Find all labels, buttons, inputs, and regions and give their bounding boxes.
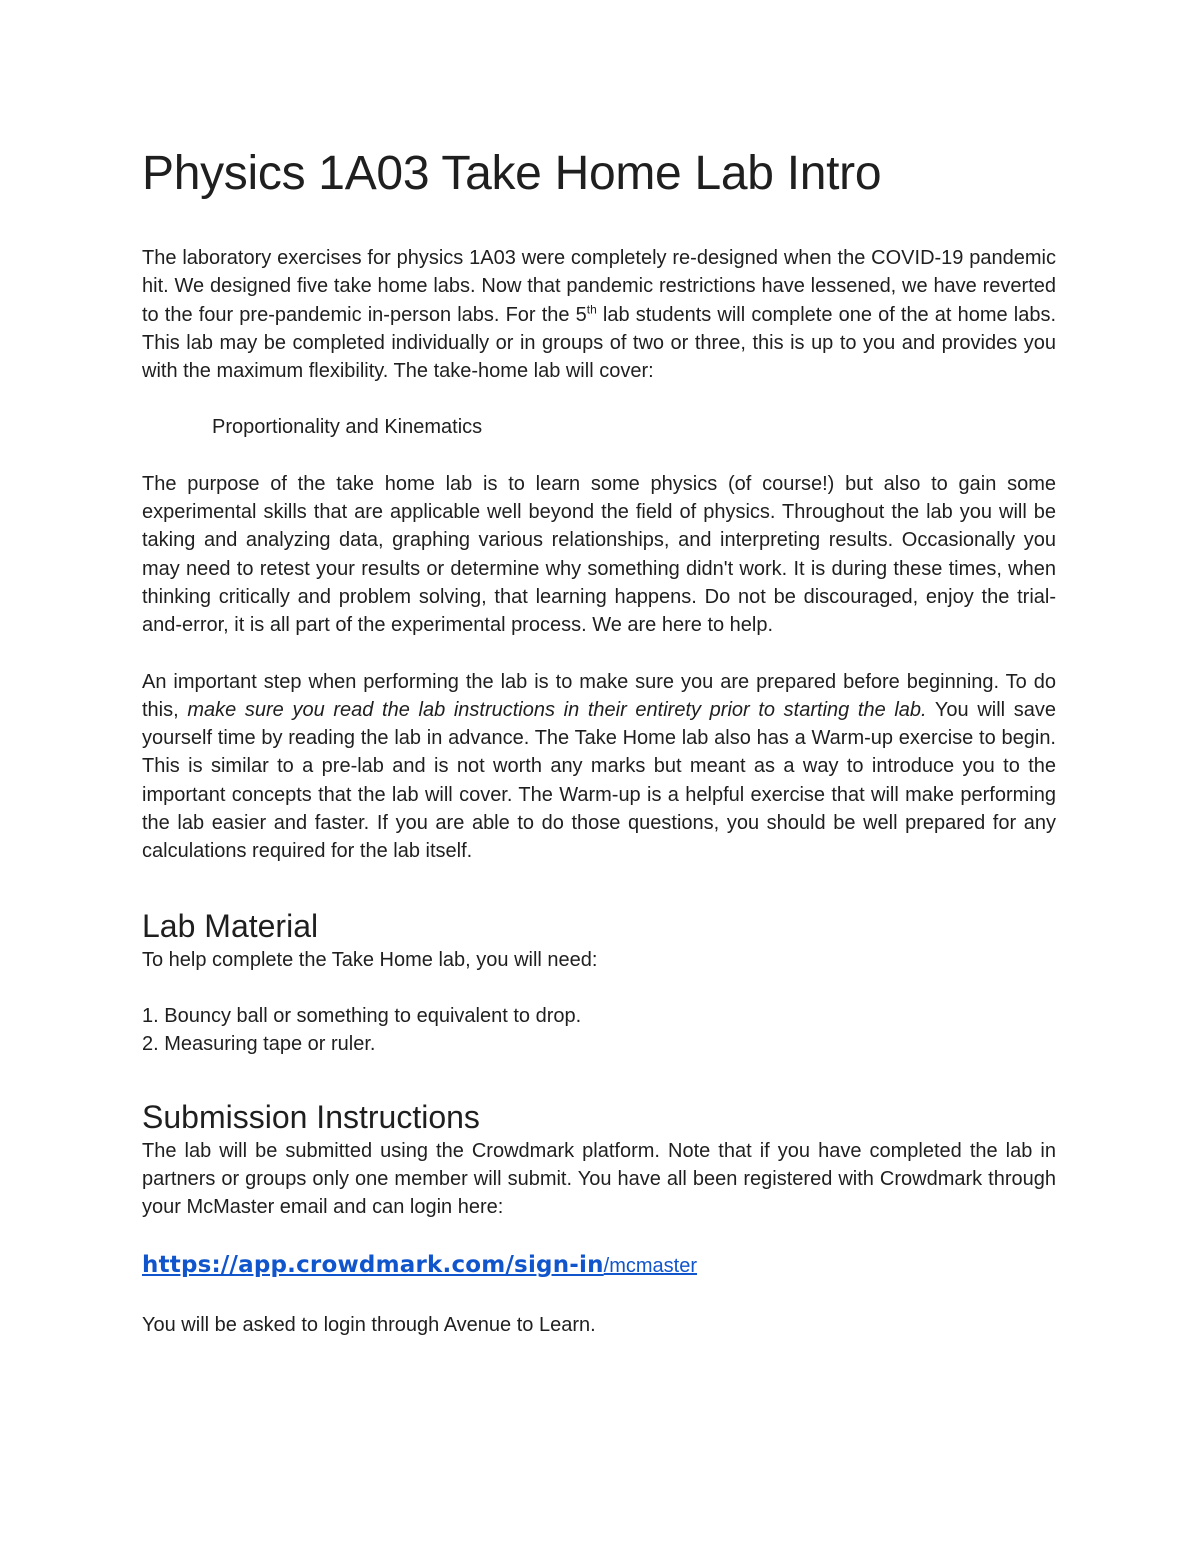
prep-text-part1: An important step when performing the lab is to make sure you are prepared before beginning. To do this,: [142, 670, 1056, 721]
submission-paragraph: The lab will be submitted using the Crowdmark platform. Note that if you have completed the lab in partners or groups only one member will submit. You have all been registered with Crowdmark through your McMaster email and can login here:: [142, 1139, 1056, 1219]
page-title: Physics 1A03 Take Home Lab Intro: [142, 147, 882, 200]
intro-superscript: th: [586, 301, 597, 316]
crowdmark-signin-link[interactable]: https://app.crowdmark.com/sign-in: [142, 1252, 604, 1279]
intro-paragraph: [142, 244, 1056, 385]
intro-text-part2: lab students will complete one of the at home labs. This lab may be completed individually or in groups of two or three, this is up to you and provides you with the maximum flexibility. The take-home lab will cover:: [142, 303, 1057, 383]
preparation-paragraph: [142, 668, 1056, 866]
document-body: [142, 140, 1056, 1339]
lab-material-heading: Lab Material: [142, 907, 319, 944]
crowdmark-link-line: [142, 1251, 1056, 1280]
crowdmark-mcmaster-link[interactable]: /mcmaster: [603, 1255, 698, 1278]
purpose-paragraph: The purpose of the take home lab is to learn some physics (of course!) but also to gain some experimental skills that are applicable well beyond the field of physics. Throughout the lab you will be taking and analyzing data, graphing various relationships, and interpreting results. Occasionally you may need to retest your results or determine why something didn't work. It is during these times, when thinking critically and problem solving, that learning happens. Do not be discouraged, enjoy the trial-and-error, it is all part of the experimental process. We are here to help.: [142, 472, 1056, 637]
submission-heading: Submission Instructions: [142, 1098, 480, 1135]
list-item: 2. Measuring tape or ruler.: [142, 1033, 376, 1056]
prep-text-part2: You will save yourself time by reading the lab in advance. The Take Home lab also has a Warm-up exercise to begin. This is similar to a pre-lab and is not worth any marks but meant as a way to introduce you to the important concepts that the lab will cover. The Warm-up is a helpful exercise that will make performing the lab easier and faster. If you are able to do those questions, you should be well prepared for any calculations required for the lab itself.: [142, 698, 1056, 863]
list-item: 1. Bouncy ball or something to equivalent to drop.: [142, 1004, 582, 1027]
intro-text-part1: The laboratory exercises for physics 1A03 were completely re-designed when the COVID-19 pandemic hit. We designed five take home labs. Now that pandemic restrictions have lessened, we have reverted to the four pre-pandemic in-person labs. For the 5: [142, 247, 1056, 326]
closing-line: You will be asked to login through Avenue to Learn.: [142, 1313, 596, 1336]
prep-italic-text: make sure you read the lab instructions in their entirety prior to starting the lab.: [187, 698, 927, 721]
lab-material-intro: To help complete the Take Home lab, you will need:: [142, 948, 598, 971]
topic-line: Proportionality and Kinematics: [212, 416, 483, 439]
